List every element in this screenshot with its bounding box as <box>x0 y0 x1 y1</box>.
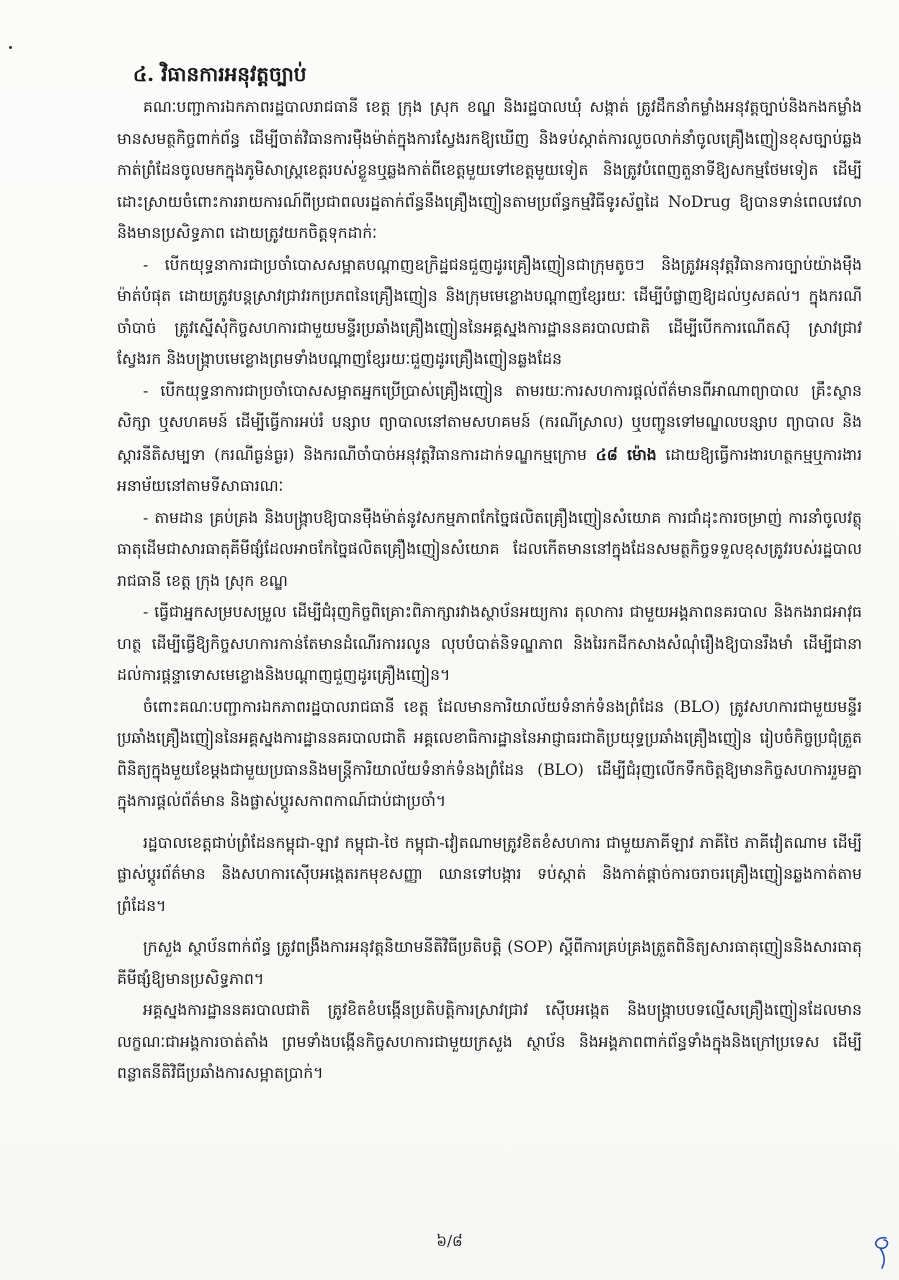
paragraph-intro: គណៈបញ្ជាការឯកភាពរដ្ឋបាលរាជធានី ខេត្ត ក្រុង ស្រុក ខណ្ឌ និងរដ្ឋបាលឃុំ សង្កាត់ ត្រូវដឹកនាំកម្លាំងអនុវត្តច្បាប់និងកងកម្លាំងមានសមត្ថកិច្ចពាក់ព័ន្ធ ដើម្បីចាត់វិធានការម៉ឺងម៉ាត់ក្នុងការស្វែងរកឱ្យឃើញ និងទប់ស្កាត់ការលួចលាក់នាំចូលគ្រឿងញៀនខុសច្បាប់ឆ្លងកាត់ព្រំដែនចូលមកក្នុងភូមិសាស្ត្រខេត្តរបស់ខ្លួនឬឆ្លងកាត់ពីខេត្តមួយទៅខេត្តមួយទៀត និងត្រូវបំពេញតួនាទីឱ្យសកម្មថែមទៀត ដើម្បីដោះស្រាយចំពោះការរាយការណ៍ពីប្រជាពលរដ្ឋតាក់ព័ន្ធនឹងគ្រឿងញៀនតាមប្រព័ន្ធកម្មវិធីទូរស័ព្ទដៃ NoDrug ឱ្យបានទាន់ពេលវេលានិងមានប្រសិទ្ធភាព ដោយត្រូវយកចិត្តទុកដាក់ៈ <box>117 98 862 242</box>
paragraph-blo: ចំពោះគណៈបញ្ជាការឯកភាពរដ្ឋបាលរាជធានី ខេត្ត ដែលមានការិយាល័យទំនាក់ទំនងព្រំដែន (BLO) ត្រូវសហការជាមួយមន្ទីរប្រឆាំងគ្រឿងញៀននៃអគ្គស្នងការដ្ឋាននគរបាលជាតិ អគ្គលេខាធិការដ្ឋាននៃអាជ្ញាធរជាតិប្រយុទ្ធប្រឆាំងគ្រឿងញៀន រៀបចំកិច្ចប្រជុំត្រួតពិនិត្យក្នុងមួយខែម្តងជាមួយប្រធាននិងមន្ត្រីការិយាល័យទំនាក់ទំនងព្រំដែន (BLO) ដើម្បីជំរុញលើកទឹកចិត្តឱ្យមានកិច្ចសហការរួមគ្នាក្នុងការផ្តល់ព័ត៌មាន និងផ្លាស់ប្តូរសកាពកាណ៍ជាប់ជាប្រចាំ។ <box>117 697 862 810</box>
page-number: ៦/៨ <box>436 1232 463 1250</box>
paragraph-bullet-2 <box>117 376 862 503</box>
scan-speck <box>9 46 12 49</box>
section-heading: ៤. វិធានការអនុវត្តច្បាប់ <box>133 62 307 86</box>
bullet-2-text-start: - បើកយុទ្ធនាការជាប្រចាំបោសសម្អាតអ្នកប្រើប្រាស់គ្រឿងញៀន តាមរយៈការសហការផ្តល់ព័ត៌មានពីអាណាព្យាបាល គ្រឹះស្ថានសិក្សា ឬសហគមន៍ ដើម្បីធ្វើការអប់រំ បន្សាប ព្យាបាលនៅតាមសហគមន៍ (ករណីស្រាល) ឬបញ្ជូនទៅមណ្ឌលបន្សាប ព្យាបាល និងស្តារនីតិសម្បទា (ករណីធ្ងន់ធ្ងរ) និងករណីចាំបាច់អនុវត្តវិធានការដាក់ទណ្ឌកម្មក្រោម <box>117 381 862 464</box>
bullet-2-text-end: ដោយឱ្យធ្វើការងារហត្ថកម្មឬការងារអនាម័យនៅតាមទីសាធារណៈ <box>117 445 862 495</box>
handwritten-initial-mark <box>866 1232 896 1272</box>
paragraph-bullet-1: - បើកយុទ្ធនាការជាប្រចាំបោសសម្អាតបណ្តាញឧក្រិដ្ឋជនជួញដូរគ្រឿងញៀនជាក្រុមតូចៗ និងត្រូវអនុវត្តវិធានការច្បាប់យ៉ាងម៉ឺងម៉ាត់បំផុត ដោយត្រូវបន្តស្រាវជ្រាវរកប្រភពនៃគ្រឿងញៀន និងក្រុមមេខ្លោងបណ្តាញខ្សែរយៈ ដើម្បីបំផ្លាញឱ្យដល់ឫសគល់។ ក្នុងករណីចាំបាច់ ត្រូវស្នើសុំកិច្ចសហការជាមួយមន្ទីរប្រឆាំងគ្រឿងញៀននៃអគ្គស្នងការដ្ឋាននគរបាលជាតិ ដើម្បីបើកការណើតស៊ុ ស្រាវជ្រាវ ស្វែងរក និងបង្ក្រាបមេខ្លោងព្រមទាំងបណ្តាញខ្សែរយៈជួញដូរគ្រឿងញៀនឆ្លងដែន <box>117 255 862 368</box>
paragraph-sop: ក្រសួង ស្ថាប័នពាក់ព័ន្ធ ត្រូវពង្រឹងការអនុវត្តនិយាមនីតិវិធីប្រតិបត្តិ (SOP) ស្តីពីការគ្រប់គ្រងត្រួតពិនិត្យសារធាតុញៀននិងសារធាតុគីមីផ្សំឱ្យមានប្រសិទ្ធភាព។ <box>117 938 862 988</box>
bullet-2-bold-hours: ៤៨ ម៉ោង <box>595 444 657 464</box>
paragraph-bullet-4: - ធ្វើជាអ្នកសម្របសម្រួល ដើម្បីជំរុញកិច្ចពិគ្រោះពិភាក្សារវាងស្ថាប័នអយ្យការ តុលាការ ជាមួយអង្គភាពនគរបាល និងកងរាជអាវុធហត្ថ ដើម្បីធ្វើឱ្យកិច្ចសហការកាន់តែមានដំណើរការរលូន លុបបំបាត់និទណ្ឌភាព និងរៃរកដីកសាងសំណុំរឿងឱ្យបានរឹងមាំ ដើម្បីជានាដល់ការផ្តន្ទាទោសមេខ្លោងនិងបណ្តាញជួញដូរគ្រឿងញៀន។ <box>117 603 862 684</box>
paragraph-police: អគ្គស្នងការដ្ឋាននគរបាលជាតិ ត្រូវខិតខំបង្កើនប្រតិបត្តិការស្រាវជ្រាវ ស៊ើបអង្កេត និងបង្ក្រាបបទល្មើសគ្រឿងញៀនដែលមានលក្ខណៈជាអង្គការចាត់តាំង ព្រមទាំងបង្កើនកិច្ចសហការជាមួយក្រសួង ស្ថាប័ន និងអង្គភាពពាក់ព័ន្ធទាំងក្នុងនិងក្រៅប្រទេស ដើម្បីពន្លាតនីតិវិធីប្រឆាំងការសម្អាតប្រាក់។ <box>117 1001 862 1082</box>
document-body <box>117 58 862 1090</box>
paragraph-bullet-3: - តាមដាន គ្រប់គ្រង និងបង្ក្រាបឱ្យបានម៉ឺងម៉ាត់នូវសកម្មភាពកែច្នៃផលិតគ្រឿងញៀនសំយោគ ការជាំដុះការចម្រាញ់ ការនាំចូលវត្ថុធាតុដើមជាសារធាតុគីមីផ្សំដែលអាចកែច្នៃផលិតគ្រឿងញៀនសំយោគ ដែលកើតមាននៅក្នុងដែនសមត្ថកិច្ចទទួលខុសត្រូវរបស់រដ្ឋបាលរាជធានី ខេត្ត ក្រុង ស្រុក ខណ្ឌ <box>117 508 862 590</box>
paragraph-border-provinces: រដ្ឋបាលខេត្តជាប់ព្រំដែនកម្ពុជា-ឡាវ កម្ពុជា-ថៃ កម្ពុជា-វៀតណាមត្រូវខិតខំសហការ ជាមួយភាគីឡាវ ភាគីថៃ ភាគីវៀតណាម ដើម្បីផ្លាស់ប្តូរព័ត៌មាន និងសហការស៊ើបអង្កេតរកមុខសញ្ញា ឈានទៅបង្ការ ទប់ស្កាត់ និងកាត់ផ្តាច់ការចរាចរគ្រឿងញៀនឆ្លងកាត់តាមព្រំដែន។ <box>117 833 862 915</box>
